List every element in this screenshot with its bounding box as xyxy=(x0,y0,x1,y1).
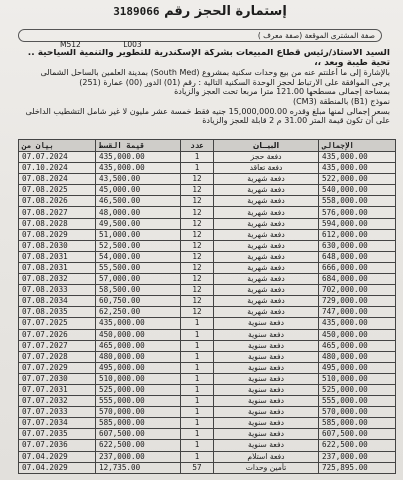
cell-description: دفعة شهرية xyxy=(214,229,319,240)
table-row xyxy=(19,274,396,285)
cell-count: 1 xyxy=(181,396,214,407)
cell-total: 570,000.00 xyxy=(319,407,396,418)
cell-count: 1 xyxy=(181,340,214,351)
cell-description: دفعة سنوية xyxy=(214,418,319,429)
cell-count: 12 xyxy=(181,218,214,229)
payment-schedule-table xyxy=(18,139,396,474)
cell-description: دفعة سنوية xyxy=(214,340,319,351)
cell-description: دفعة شهرية xyxy=(214,307,319,318)
cell-date: 07.08.2033 xyxy=(19,285,96,296)
cell-description: تأمين وحدات xyxy=(214,462,319,473)
cell-date: 07.08.2030 xyxy=(19,240,96,251)
cell-count: 12 xyxy=(181,196,214,207)
unit-code: M512 xyxy=(60,40,81,49)
cell-description: دفعة شهرية xyxy=(214,296,319,307)
cell-count: 12 xyxy=(181,174,214,185)
table-row xyxy=(19,185,396,196)
cell-date: 07.08.2029 xyxy=(19,229,96,240)
table-row xyxy=(19,152,396,163)
cell-description: دفعة سنوية xyxy=(214,351,319,362)
cell-description: دفعة شهرية xyxy=(214,240,319,251)
cell-total: 594,000.00 xyxy=(319,218,396,229)
cell-total: 725,895.00 xyxy=(319,462,396,473)
cell-total: 555,000.00 xyxy=(319,396,396,407)
cell-description: دفعة شهرية xyxy=(214,207,319,218)
cell-description: دفعة شهرية xyxy=(214,251,319,262)
cell-value: 58,500.00 xyxy=(96,285,181,296)
cell-total: 480,000.00 xyxy=(319,351,396,362)
cell-date: 07.07.2026 xyxy=(19,329,96,340)
cell-total: 585,000.00 xyxy=(319,418,396,429)
cell-count: 1 xyxy=(181,373,214,384)
header-total: الإجمالى xyxy=(319,140,396,152)
cell-value: 607,500.00 xyxy=(96,429,181,440)
cell-total: 237,000.00 xyxy=(319,451,396,462)
header-count: عدد xyxy=(181,140,214,152)
cell-date: 07.07.2033 xyxy=(19,407,96,418)
cell-date: 07.08.2035 xyxy=(19,307,96,318)
table-row xyxy=(19,407,396,418)
cell-date: 07.07.2030 xyxy=(19,373,96,384)
cell-count: 12 xyxy=(181,262,214,273)
cell-description: دفعة استلام xyxy=(214,451,319,462)
cell-total: 607,500.00 xyxy=(319,429,396,440)
cell-description: دفعة شهرية xyxy=(214,218,319,229)
cell-date: 07.08.2032 xyxy=(19,274,96,285)
cell-description: دفعة شهرية xyxy=(214,274,319,285)
cell-description: دفعة سنوية xyxy=(214,384,319,395)
table-row xyxy=(19,418,396,429)
cell-count: 1 xyxy=(181,451,214,462)
cell-date: 07.08.2031 xyxy=(19,262,96,273)
intro-line: بسعر إجمالى لمنها مبلغ وقدره 15,000,000.00 جنيه فقط خمسة عشر مليون لا غير شامل التشطيب الداخلى xyxy=(25,106,390,116)
cell-date: 07.08.2026 xyxy=(19,196,96,207)
cell-value: 51,000.00 xyxy=(96,229,181,240)
intro-line: بالإشارة إلى ما أعلنتم عنه من بيع وحدات سكنية بمشروع (South Med) بمدينة العلمين بالساحل الشمالى xyxy=(40,68,390,78)
cell-total: 540,000.00 xyxy=(319,185,396,196)
cell-value: 62,250.00 xyxy=(96,307,181,318)
cell-value: 622,500.00 xyxy=(96,440,181,451)
cell-total: 684,000.00 xyxy=(319,274,396,285)
cell-value: 585,000.00 xyxy=(96,418,181,429)
cell-total: 729,000.00 xyxy=(319,296,396,307)
cell-count: 1 xyxy=(181,152,214,163)
cell-date: 07.07.2035 xyxy=(19,429,96,440)
intro-line: نموذج (B1) بالمنطقة (CM3) xyxy=(292,96,390,106)
cell-value: 49,500.00 xyxy=(96,218,181,229)
cell-value: 435,000.00 xyxy=(96,318,181,329)
cell-value: 48,000.00 xyxy=(96,207,181,218)
cell-description: دفعة شهرية xyxy=(214,196,319,207)
cell-description: دفعة شهرية xyxy=(214,174,319,185)
cell-date: 07.08.2034 xyxy=(19,296,96,307)
cell-count: 12 xyxy=(181,240,214,251)
table-row xyxy=(19,318,396,329)
cell-date: 07.07.2034 xyxy=(19,418,96,429)
cell-date: 07.04.2029 xyxy=(19,451,96,462)
table-row xyxy=(19,340,396,351)
cell-total: 510,000.00 xyxy=(319,373,396,384)
cell-count: 12 xyxy=(181,229,214,240)
table-row xyxy=(19,440,396,451)
cell-total: 450,000.00 xyxy=(319,329,396,340)
cell-count: 57 xyxy=(181,462,214,473)
cell-value: 480,000.00 xyxy=(96,351,181,362)
header-description: البيــان xyxy=(214,140,319,152)
cell-description: دفعة شهرية xyxy=(214,185,319,196)
cell-total: 612,000.00 xyxy=(319,229,396,240)
table-row xyxy=(19,362,396,373)
cell-value: 52,500.00 xyxy=(96,240,181,251)
cell-value: 555,000.00 xyxy=(96,396,181,407)
cell-count: 12 xyxy=(181,274,214,285)
cell-date: 07.07.2027 xyxy=(19,340,96,351)
cell-total: 702,000.00 xyxy=(319,285,396,296)
intro-line: بمساحة إجمالى مسطحها 121.00 مترا مربعا تحت العجز والزيادة xyxy=(174,87,390,97)
cell-count: 1 xyxy=(181,318,214,329)
table-row xyxy=(19,296,396,307)
table-row xyxy=(19,451,396,462)
table-row xyxy=(19,229,396,240)
table-header-row xyxy=(19,140,396,152)
table-row xyxy=(19,384,396,395)
buyer-attribute-label: صفة المشترى الموقعة (صفة معرف ) xyxy=(257,31,375,40)
cell-value: 495,000.00 xyxy=(96,362,181,373)
cell-value: 54,000.00 xyxy=(96,251,181,262)
cell-value: 435,000.00 xyxy=(96,163,181,174)
document-title xyxy=(100,4,300,19)
cell-description: دفعة شهرية xyxy=(214,262,319,273)
cell-date: 07.08.2025 xyxy=(19,185,96,196)
cell-date: 07.07.2025 xyxy=(19,318,96,329)
cell-description: دفعة سنوية xyxy=(214,429,319,440)
cell-count: 1 xyxy=(181,329,214,340)
cell-description: دفعة سنوية xyxy=(214,407,319,418)
cell-total: 747,000.00 xyxy=(319,307,396,318)
unit-codes xyxy=(60,40,182,49)
table-row xyxy=(19,329,396,340)
cell-count: 12 xyxy=(181,207,214,218)
cell-total: 435,000.00 xyxy=(319,318,396,329)
cell-value: 435,000.00 xyxy=(96,152,181,163)
cell-description: دفعة سنوية xyxy=(214,318,319,329)
table-row xyxy=(19,351,396,362)
cell-date: 07.10.2024 xyxy=(19,163,96,174)
cell-count: 12 xyxy=(181,285,214,296)
cell-total: 558,000.00 xyxy=(319,196,396,207)
cell-count: 1 xyxy=(181,418,214,429)
table-row xyxy=(19,396,396,407)
table-row xyxy=(19,373,396,384)
cell-count: 1 xyxy=(181,429,214,440)
header-value: قيمة القسط xyxy=(96,140,181,152)
intro-line: على أن تكون قيمة المتر 31.00 م 2 قابلة للعجز والزيادة xyxy=(202,116,390,126)
cell-total: 435,000.00 xyxy=(319,152,396,163)
cell-total: 648,000.00 xyxy=(319,251,396,262)
cell-count: 12 xyxy=(181,251,214,262)
table-row xyxy=(19,207,396,218)
cell-total: 465,000.00 xyxy=(319,340,396,351)
cell-value: 510,000.00 xyxy=(96,373,181,384)
cell-total: 522,000.00 xyxy=(319,174,396,185)
cell-value: 57,000.00 xyxy=(96,274,181,285)
table-row xyxy=(19,285,396,296)
table-row xyxy=(19,429,396,440)
cell-description: دفعة سنوية xyxy=(214,362,319,373)
cell-date: 07.08.2028 xyxy=(19,218,96,229)
cell-total: 495,000.00 xyxy=(319,362,396,373)
cell-date: 07.07.2031 xyxy=(19,384,96,395)
cell-value: 237,000.00 xyxy=(96,451,181,462)
cell-date: 07.07.2024 xyxy=(19,152,96,163)
cell-count: 1 xyxy=(181,362,214,373)
cell-date: 07.08.2024 xyxy=(19,174,96,185)
cell-value: 55,500.00 xyxy=(96,262,181,273)
title-prefix: إستمارة الحجز رقم xyxy=(164,4,287,19)
cell-count: 1 xyxy=(181,407,214,418)
cell-value: 60,750.00 xyxy=(96,296,181,307)
intro-text xyxy=(18,49,390,126)
table-row xyxy=(19,174,396,185)
cell-description: دفعة سنوية xyxy=(214,396,319,407)
reservation-number: 3189066 xyxy=(113,5,160,18)
cell-value: 465,000.00 xyxy=(96,340,181,351)
cell-total: 435,000.00 xyxy=(319,163,396,174)
cell-count: 12 xyxy=(181,307,214,318)
cell-total: 525,000.00 xyxy=(319,384,396,395)
unit-code: L003 xyxy=(123,40,142,49)
cell-count: 1 xyxy=(181,163,214,174)
table-body xyxy=(19,152,396,474)
cell-description: دفعة سنوية xyxy=(214,440,319,451)
table-row xyxy=(19,262,396,273)
table-row xyxy=(19,218,396,229)
cell-date: 07.07.2032 xyxy=(19,396,96,407)
cell-count: 12 xyxy=(181,185,214,196)
cell-value: 450,000.00 xyxy=(96,329,181,340)
cell-value: 43,500.00 xyxy=(96,174,181,185)
cell-date: 07.07.2029 xyxy=(19,362,96,373)
table-row xyxy=(19,240,396,251)
cell-date: 07.04.2029 xyxy=(19,462,96,473)
cell-value: 570,000.00 xyxy=(96,407,181,418)
cell-count: 1 xyxy=(181,384,214,395)
table-row xyxy=(19,462,396,473)
cell-value: 45,000.00 xyxy=(96,185,181,196)
cell-date: 07.08.2027 xyxy=(19,207,96,218)
cell-total: 666,000.00 xyxy=(319,262,396,273)
intro-line: تحية طيبة وبعد ،، xyxy=(314,58,390,68)
table-row xyxy=(19,196,396,207)
cell-total: 630,000.00 xyxy=(319,240,396,251)
intro-line: السيد الأستاذ/رئيس قطاع المبيعات بشركة الإسكندرية للتطوير والتنمية السياحية .. xyxy=(27,49,390,58)
cell-date: 07.07.2036 xyxy=(19,440,96,451)
cell-value: 525,000.00 xyxy=(96,384,181,395)
cell-count: 1 xyxy=(181,440,214,451)
cell-description: دفعة حجز xyxy=(214,152,319,163)
cell-total: 622,500.00 xyxy=(319,440,396,451)
cell-description: دفعة شهرية xyxy=(214,285,319,296)
cell-description: دفعة تعاقد xyxy=(214,163,319,174)
table-row xyxy=(19,307,396,318)
cell-count: 1 xyxy=(181,351,214,362)
cell-date: 07.08.2031 xyxy=(19,251,96,262)
cell-count: 12 xyxy=(181,296,214,307)
cell-total: 576,000.00 xyxy=(319,207,396,218)
cell-description: دفعة سنوية xyxy=(214,329,319,340)
intro-line: يرجى الموافقة على الارتباط لحجز الوحدة السكنية التالية : رقم (01) الدور (00) عمارة (251) xyxy=(79,77,390,87)
cell-description: دفعة سنوية xyxy=(214,373,319,384)
header-date: بيان من xyxy=(19,140,96,152)
cell-value: 46,500.00 xyxy=(96,196,181,207)
cell-date: 07.07.2028 xyxy=(19,351,96,362)
cell-value: 12,735.00 xyxy=(96,462,181,473)
table-row xyxy=(19,251,396,262)
table-row xyxy=(19,163,396,174)
